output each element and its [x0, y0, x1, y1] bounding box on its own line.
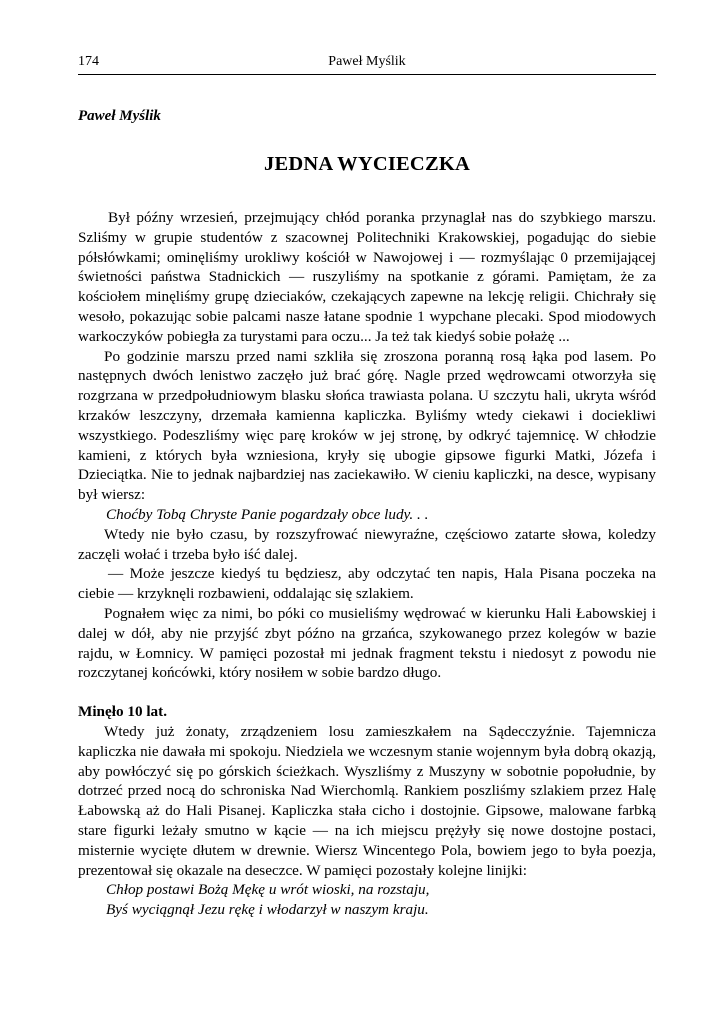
paragraph: — Może jeszcze kiedyś tu będziesz, aby odczytać ten napis, Hala Pisana poczeka na ciebie — krzyknęli rozbawieni, oddalając się szlakiem.	[78, 565, 656, 603]
running-header	[78, 54, 656, 75]
section-heading: Minęło 10 lat.	[78, 703, 168, 721]
paragraph: Wtedy nie było czasu, by rozszyfrować niewyraźne, częściowo zatarte słowa, koledzy zaczęli wołać i trzeba było iść dalej.	[78, 525, 656, 563]
paragraph: Pognałem więc za nimi, bo póki co musieliśmy wędrować w kierunku Hali Łabowskiej i dalej w dół, aby nie przyjść zbyt późno na grzańca, szykowanego przez kolegów w bazie rajdu, w Łomnicy. W pamięci pozostał mi jednak fragment tekstu i niedosyt z powodu nie rozczytanej końcówki, który nosiłem w sobie bardzo długo.	[78, 604, 656, 682]
running-title: Paweł Myślik	[328, 54, 406, 69]
paragraph: Wtedy już żonaty, zrządzeniem losu zamieszkałem na Sądecczyźnie. Tajemnicza kapliczka nie dawała mi spokoju. Niedziela we wczesnym stanie wojennym była dobrą okazją, aby powłóczyć się po górskich ścieżkach. Wyszliśmy z Muszyny w sobotnie popołudnie, by dotrzeć przed nocą do schroniska Nad Wierchomlą. Rankiem poszliśmy szlakiem przez Halę Łabowską aż do Hali Pisanej. Kapliczka stała cicho i dostojnie. Gipsowe, malowane farbką stare figurki leżały smutno w kącie — na ich miejscu prężyły się nowe dostojne postaci, misternie wycięte dłutem w drewnie. Wiersz Wincentego Pola, bowiem jego to była poezja, prezentował się okazale na deseczce. W pamięci pozostały kolejne linijki:	[78, 722, 656, 879]
paragraph: Był późny wrzesień, przejmujący chłód poranka przynaglał nas do szybkiego marszu. Szliśmy w grupie studentów z szacownej Politechniki Krakowskiej, pogadując do siebie półsłówkami; ominęliśmy urokliwy kościół w Nawojowej i — rozmyślając 0 przemijającej świetności państwa Stadnickich — ruszyliśmy na spotkanie z górami. Pamiętam, że za kościołem minęliśmy grupę dzieciaków, czekających zapewne na lekcję religii. Chichrały się wesoło, pokazując sobie palcami nasze łatane spodnie 1 wypchane plecaki. Spod miodowych warkoczyków pobiegła za turystami para oczu... Ja też tak kiedyś sobie połażę ...	[78, 209, 656, 345]
verse-line: Byś wyciągnął Jezu rękę i włodarzył w naszym kraju.	[106, 901, 429, 919]
verse-line: Choćby Tobą Chryste Panie pogardzały obce ludy. . .	[106, 505, 429, 523]
article-title: JEDNA WYCIECZKA	[264, 153, 470, 175]
verse-line: Chłop postawi Bożą Mękę u wrót wioski, na rozstaju,	[106, 881, 430, 899]
paragraph: Po godzinie marszu przed nami szkliła się zroszona poranną rosą łąka pod lasem. Po następnych dwóch lenistwo zaczęło już brać górę. Nagle przed wędrowcami otworzyła się rozgrzana w przedpołudniowym blasku słońca trawiasta polana. U szczytu hali, ukryta wśród krzaków leszczyny, drzemała kamienna kapliczka. Byliśmy wtedy ciekawi i dociekliwi wszystkiego. Podeszliśmy więc parę kroków w jej stronę, by odkryć tajemnicę. W chłodzie kamieni, z których była wzniesiona, kryły się ubogie gipsowe figurki Matki, Józefa i Dzieciątka. Nie to jednak najbardziej nas zaciekawiło. W cieniu kapliczki, na desce, wypisany był wiersz:	[78, 347, 656, 504]
article-author: Paweł Myślik	[78, 108, 161, 124]
page-number: 174	[78, 54, 99, 69]
article-body	[78, 208, 656, 920]
